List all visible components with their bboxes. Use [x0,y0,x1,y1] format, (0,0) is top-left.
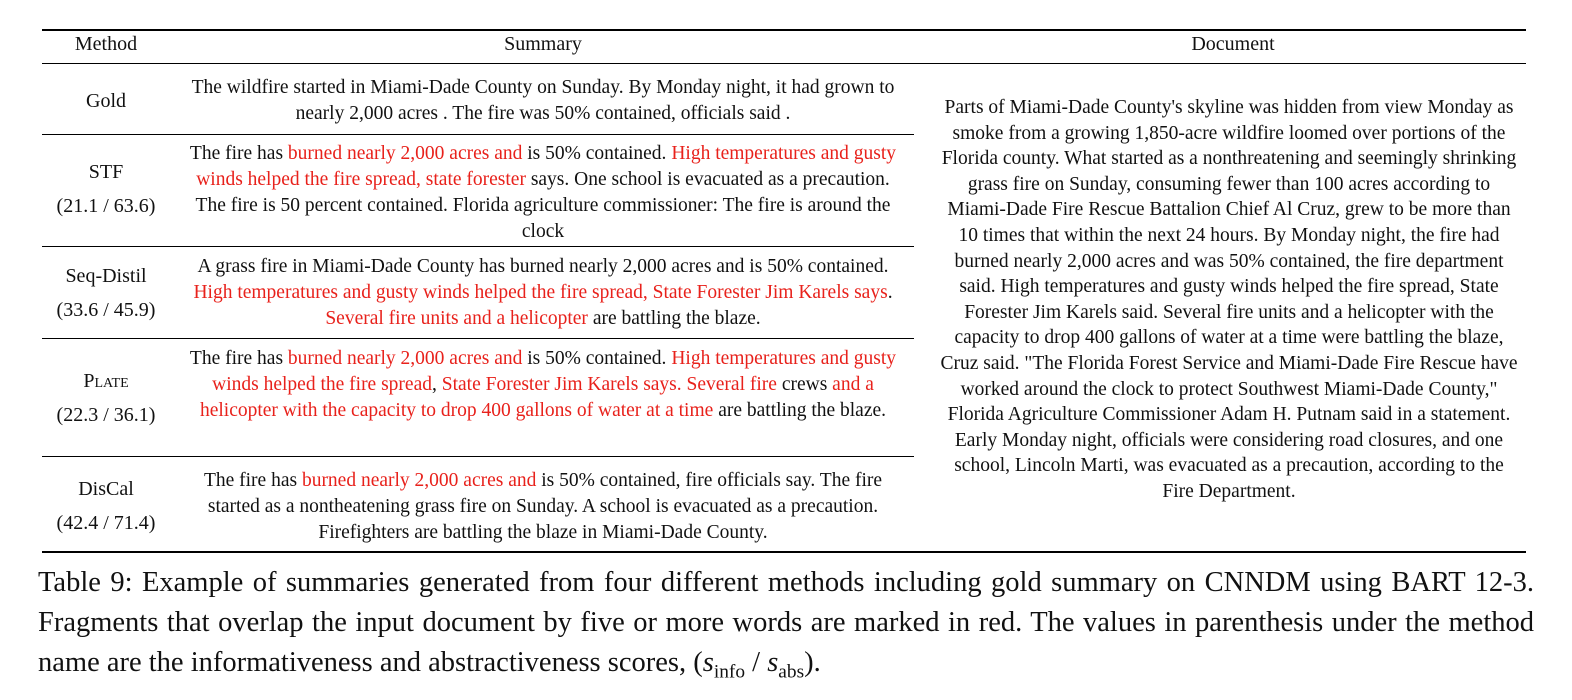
method-scores: (21.1 / 63.6) [56,195,156,217]
overlap-fragment: burned nearly 2,000 acres and [287,348,523,369]
method-name: Plate [83,370,129,392]
summary-text: The fire has [203,470,302,491]
summary-text: is 50% contained. [522,348,672,369]
table-top-rule [42,29,1526,31]
method-scores: (33.6 / 45.9) [56,299,156,321]
method-scores: (42.4 / 71.4) [56,512,156,534]
document-text: Parts of Miami-Dade County's skyline was hidden from view Monday as smoke from a growing 1,850-acre wildfire loomed over portions of the Florida county. What started as a nonthreatening and seemingly shrinking grass fire on Sunday, consuming fewer than 100 acres according to Miami-Dade Fire Rescue Battalion Chief Al Cruz, grew to be more than 10 times that within the next 24 hours. By Monday night, the fire had burned nearly 2,000 acres and was 50% contained, the fire department said. High temperatures and gusty winds helped the fire spread, State Forester Jim Karels said. Several fire units and a helicopter with the capacity to drop 400 gallons of water at a time were battling the blaze, Cruz said. "The Florida Forest Service and Miami-Dade Fire Rescue have worked around the clock to protect Southwest Miami-Dade County," Florida Agriculture Commissioner Adam H. Putnam said in a statement. Early Monday night, officials were considering road closures, and one school, Lincoln Marti, was evacuated as a precaution, according to the Fire Department. [940,97,1518,502]
method-name: STF [88,161,124,183]
overlap-fragment: High temperatures and gusty winds helped the fire spread, state forester [196,143,897,190]
overlap-fragment: burned nearly 2,000 acres and [301,470,537,491]
summary-cell [180,141,906,245]
summary-text: The wildfire started in Miami-Dade County on Sunday. By Monday night, it had grown to nearly 2,000 acres . The fire was 50% contained, officials said . [191,77,895,124]
math-separator: / [745,647,768,678]
summary-cell [180,346,906,424]
summary-text: . [887,282,893,303]
row-divider [42,338,914,339]
overlap-fragment: High temperatures and gusty winds helped the fire spread [212,348,897,395]
table-bottom-rule [42,551,1526,553]
summary-text: crews [776,374,833,395]
summary-text: A grass fire in Miami-Dade County has burned nearly 2,000 acres and is 50% contained. [197,256,889,277]
overlap-fragment: burned nearly 2,000 acres and [287,143,523,164]
method-cell-gold [42,84,170,118]
method-cell-discal [42,472,170,540]
row-divider [42,456,914,457]
header-summary: Summary [504,33,582,55]
summary-text: is 50% contained. [522,143,672,164]
summary-text: says. One school is evacuated as a precaution. The fire is 50 percent contained. Florida agriculture commissioner: The fire is around the clock [195,169,891,242]
summary-text: are battling the blaze. [713,400,887,421]
header-document: Document [1191,33,1275,55]
math-score-info: $s_{info}$ [702,647,746,683]
summary-cell [180,468,906,546]
caption-end: ). [804,647,821,678]
summary-text: The fire has [189,348,288,369]
method-scores: (22.3 / 36.1) [56,404,156,426]
header-method: Method [74,33,138,55]
method-name: DisCal [78,478,134,500]
overlap-fragment: High temperatures and gusty winds helped the fire spread, State Forester Jim Karels says [193,282,888,303]
overlap-fragment: and a helicopter with the capacity to drop 400 gallons of water at a time [199,374,874,421]
summary-cell [180,254,906,332]
method-cell-seq-distil [42,259,170,327]
summary-text: is 50% contained, fire officials say. The fire started as a nontheatening grass fire on Sunday. A school is evacuated as a precaution. Firefighters are battling the blaze in Miami-Dade County. [207,470,883,543]
summary-cell [180,75,906,127]
row-divider [42,246,914,247]
method-cell-plate [42,364,170,432]
summary-text: The fire has [189,143,288,164]
summary-text: , [431,374,442,395]
caption-text: Table 9: Example of summaries generated from four different methods including gold summary on CNNDM using BART 12-3. Fragments that overlap the input document by five or more words are marked in red. The values in parenthesis under the method name are the informativeness and abstractiveness scores, ( [38,567,1534,678]
method-cell-stf [42,155,170,223]
summary-text: are battling the blaze. [587,308,761,329]
math-score-abs: $s_{abs}$ [767,647,805,683]
overlap-fragment: State Forester Jim Karels says. Several fire [441,374,777,395]
table-caption [38,563,1534,693]
row-divider [42,134,914,135]
table-header-rule [42,63,1526,64]
overlap-fragment: Several fire units and a helicopter [325,308,588,329]
method-name: Seq-Distil [65,265,147,287]
method-name: Gold [86,90,126,112]
